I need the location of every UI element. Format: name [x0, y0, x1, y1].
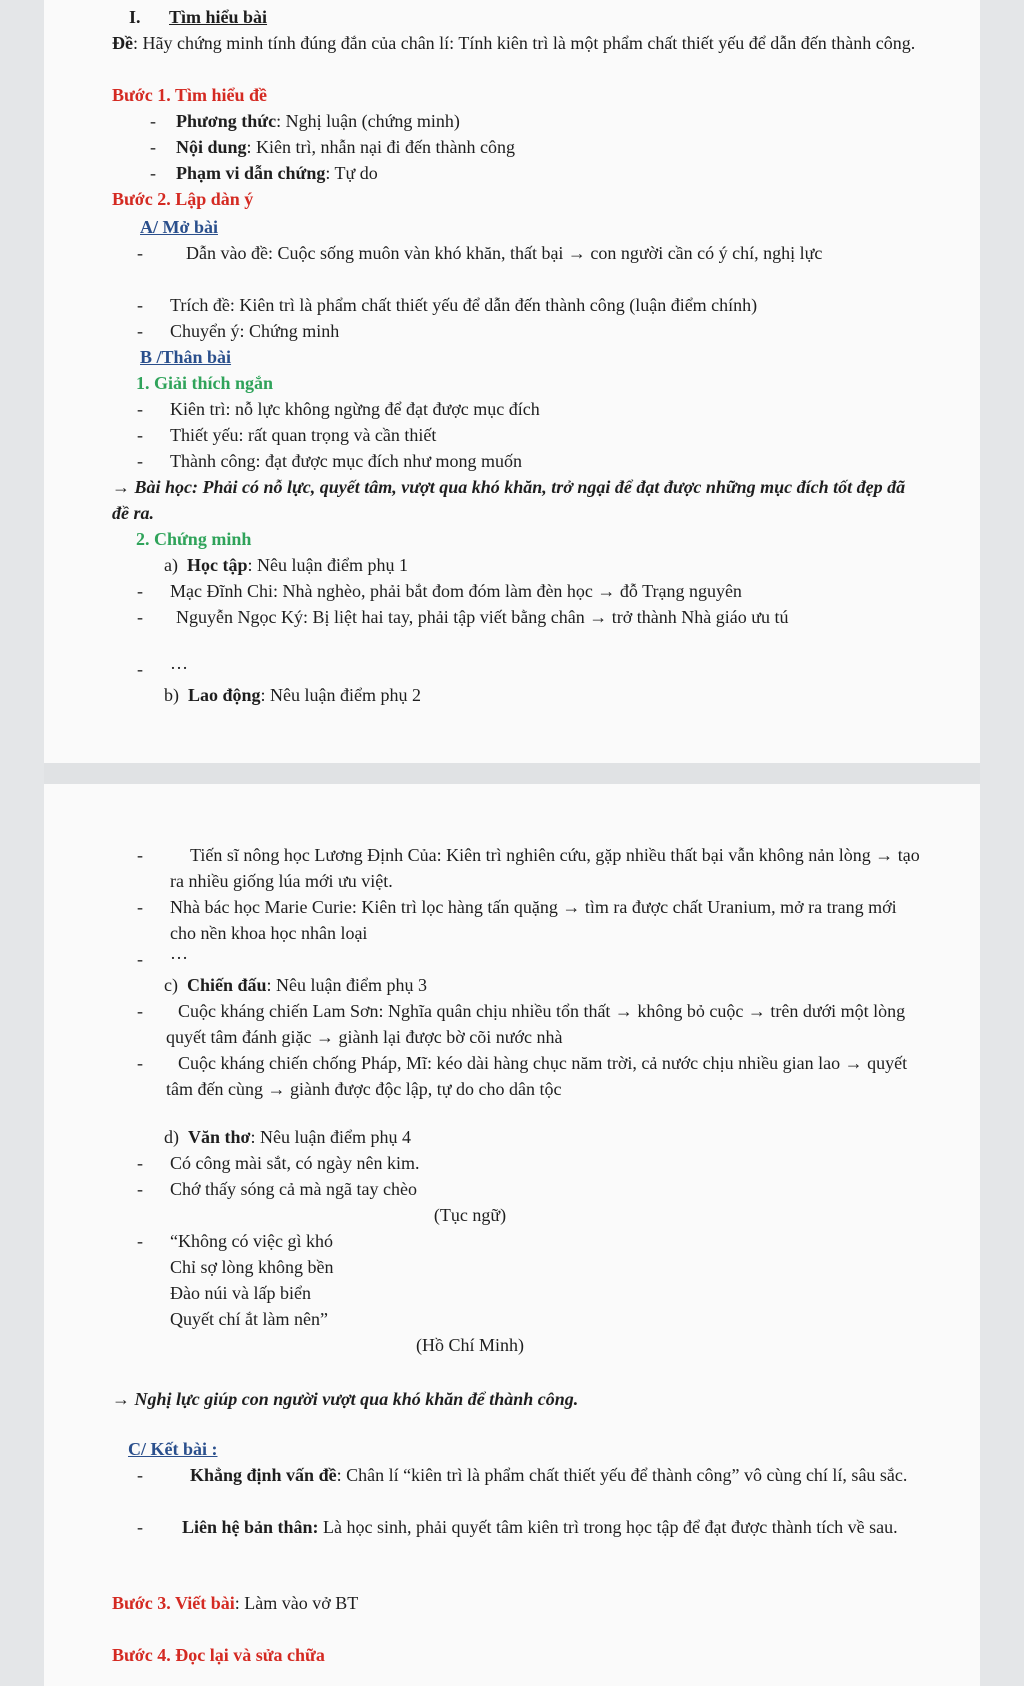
bullet-dash: -	[137, 243, 143, 263]
bullet-dash: -	[137, 581, 143, 601]
lao-dong-item: …	[170, 943, 188, 963]
section-number: I.	[129, 7, 141, 27]
than-bai-heading: B /Thân bài	[140, 347, 232, 367]
poem-line: Quyết chí ắt làm nên”	[170, 1309, 328, 1329]
b1-item: Phương thức: Nghị luận (chứng minh)	[176, 111, 460, 131]
chien-dau-item: Cuộc kháng chiến chống Pháp, Mĩ: kéo dài hàng chục năm trời, cả nước chịu nhiều gian lao → quyết tâm đến cùng → giành được độc lập, tự do cho dân tộc	[166, 1053, 908, 1099]
bullet-dash: -	[137, 1053, 143, 1073]
bullet-dash: -	[150, 111, 156, 131]
giai-thich-heading: 1. Giải thích ngắn	[136, 373, 274, 393]
bullet-dash: -	[137, 1231, 143, 1251]
bullet-dash: -	[150, 137, 156, 157]
step-3-heading: Bước 3. Viết bài: Làm vào vở BT	[112, 1593, 359, 1613]
b1-item: Nội dung: Kiên trì, nhẫn nại đi đến thành công	[176, 137, 515, 157]
bullet-dash: -	[137, 845, 143, 865]
hoc-tap-heading: a) Học tập: Nêu luận điểm phụ 1	[164, 555, 408, 575]
topic-paragraph	[112, 30, 922, 56]
poem-line: “Không có việc gì khó	[170, 1231, 333, 1251]
bullet-dash: -	[137, 1517, 143, 1537]
lao-dong-item: Nhà bác học Marie Curie: Kiên trì lọc hàng tấn quặng → tìm ra được chất Uranium, mở ra trang mới cho nền khoa học nhân loại	[170, 897, 897, 943]
lesson-statement: → Bài học: Phải có nỗ lực, quyết tâm, vượt qua khó khăn, trở ngại để đạt được những mục đích tốt đẹp đã đề ra.	[112, 477, 906, 523]
proverb-line: Có công mài sắt, có ngày nên kim.	[170, 1153, 420, 1173]
poem-line: Đào núi và lấp biển	[170, 1283, 311, 1303]
chien-dau-item: Cuộc kháng chiến Lam Sơn: Nghĩa quân chịu nhiều tổn thất → không bỏ cuộc → trên dưới một lòng quyết tâm đánh giặc → giành lại được bờ cõi nước nhà	[166, 1001, 906, 1047]
bullet-dash: -	[137, 295, 143, 315]
bullet-dash: -	[137, 1465, 143, 1485]
mo-bai-heading: A/ Mở bài	[140, 217, 218, 237]
lao-dong-item: Tiến sĩ nông học Lương Định Của: Kiên trì nghiên cứu, gặp nhiều thất bại vẫn không nản lòng → tạo ra nhiều giống lúa mới ưu việt.	[170, 845, 920, 891]
bullet-dash: -	[150, 163, 156, 183]
hoc-tap-item: Nguyễn Ngọc Ký: Bị liệt hai tay, phải tập viết bằng chân → trở thành Nhà giáo ưu tú	[176, 607, 789, 627]
ket-bai-item: Khẳng định vấn đề: Chân lí “kiên trì là phẩm chất thiết yếu để thành công” vô cùng chí lí, sâu sắc.	[190, 1465, 908, 1485]
b1-item: Phạm vi dẫn chứng: Tự do	[176, 163, 378, 183]
page-separator	[44, 763, 980, 784]
hoc-tap-item: Mạc Đĩnh Chi: Nhà nghèo, phải bắt đom đóm làm đèn học → đỗ Trạng nguyên	[170, 581, 742, 601]
mo-bai-item: Chuyển ý: Chứng minh	[170, 321, 340, 341]
bullet-dash: -	[137, 949, 143, 969]
section-heading	[129, 4, 267, 30]
poem-source: (Hồ Chí Minh)	[416, 1335, 524, 1355]
van-tho-heading: d) Văn thơ: Nêu luận điểm phụ 4	[164, 1127, 411, 1147]
bullet-dash: -	[137, 321, 143, 341]
poem-line: Chỉ sợ lòng không bền	[170, 1257, 334, 1277]
proverb-source: (Tục ngữ)	[433, 1205, 507, 1225]
proof-conclusion: → Nghị lực giúp con người vượt qua khó khăn để thành công.	[112, 1389, 579, 1409]
bullet-dash: -	[137, 1001, 143, 1021]
ket-bai-item: Liên hệ bản thân: Là học sinh, phải quyết tâm kiên trì trong học tập để đạt được thành tích về sau.	[182, 1517, 898, 1537]
bullet-dash: -	[137, 399, 143, 419]
step-2-heading: Bước 2. Lập dàn ý	[112, 189, 254, 209]
ket-bai-heading: C/ Kết bài :	[128, 1439, 218, 1459]
section-title: Tìm hiểu bài	[169, 7, 268, 27]
giai-thich-item: Kiên trì: nỗ lực không ngừng để đạt được mục đích	[170, 399, 540, 419]
hoc-tap-item: …	[170, 653, 188, 673]
bullet-dash: -	[137, 1179, 143, 1199]
bullet-dash: -	[137, 897, 143, 917]
bullet-dash: -	[137, 607, 143, 627]
giai-thich-item: Thành công: đạt được mục đích như mong muốn	[170, 451, 522, 471]
chung-minh-heading: 2. Chứng minh	[136, 529, 252, 549]
bullet-dash: -	[137, 1153, 143, 1173]
lao-dong-heading: b) Lao động: Nêu luận điểm phụ 2	[164, 685, 422, 705]
bullet-dash: -	[137, 659, 143, 679]
topic-text: : Hãy chứng minh tính đúng đắn của chân lí: Tính kiên trì là một phẩm chất thiết yếu để dẫn đến thành công.	[133, 33, 916, 53]
giai-thich-item: Thiết yếu: rất quan trọng và cần thiết	[170, 425, 437, 445]
topic-label: Đề	[112, 33, 133, 53]
bullet-dash: -	[137, 425, 143, 445]
mo-bai-item: Dẫn vào đề: Cuộc sống muôn vàn khó khăn, thất bại → con người cần có ý chí, nghị lực	[186, 243, 823, 263]
bullet-dash: -	[137, 451, 143, 471]
step-1-heading: Bước 1. Tìm hiểu đề	[112, 85, 267, 105]
proverb-line: Chớ thấy sóng cả mà ngã tay chèo	[170, 1179, 417, 1199]
chien-dau-heading: c) Chiến đấu: Nêu luận điểm phụ 3	[164, 975, 428, 995]
step-4-heading: Bước 4. Đọc lại và sửa chữa	[112, 1645, 325, 1665]
mo-bai-item: Trích đề: Kiên trì là phẩm chất thiết yếu để dẫn đến thành công (luận điểm chính)	[170, 295, 758, 315]
